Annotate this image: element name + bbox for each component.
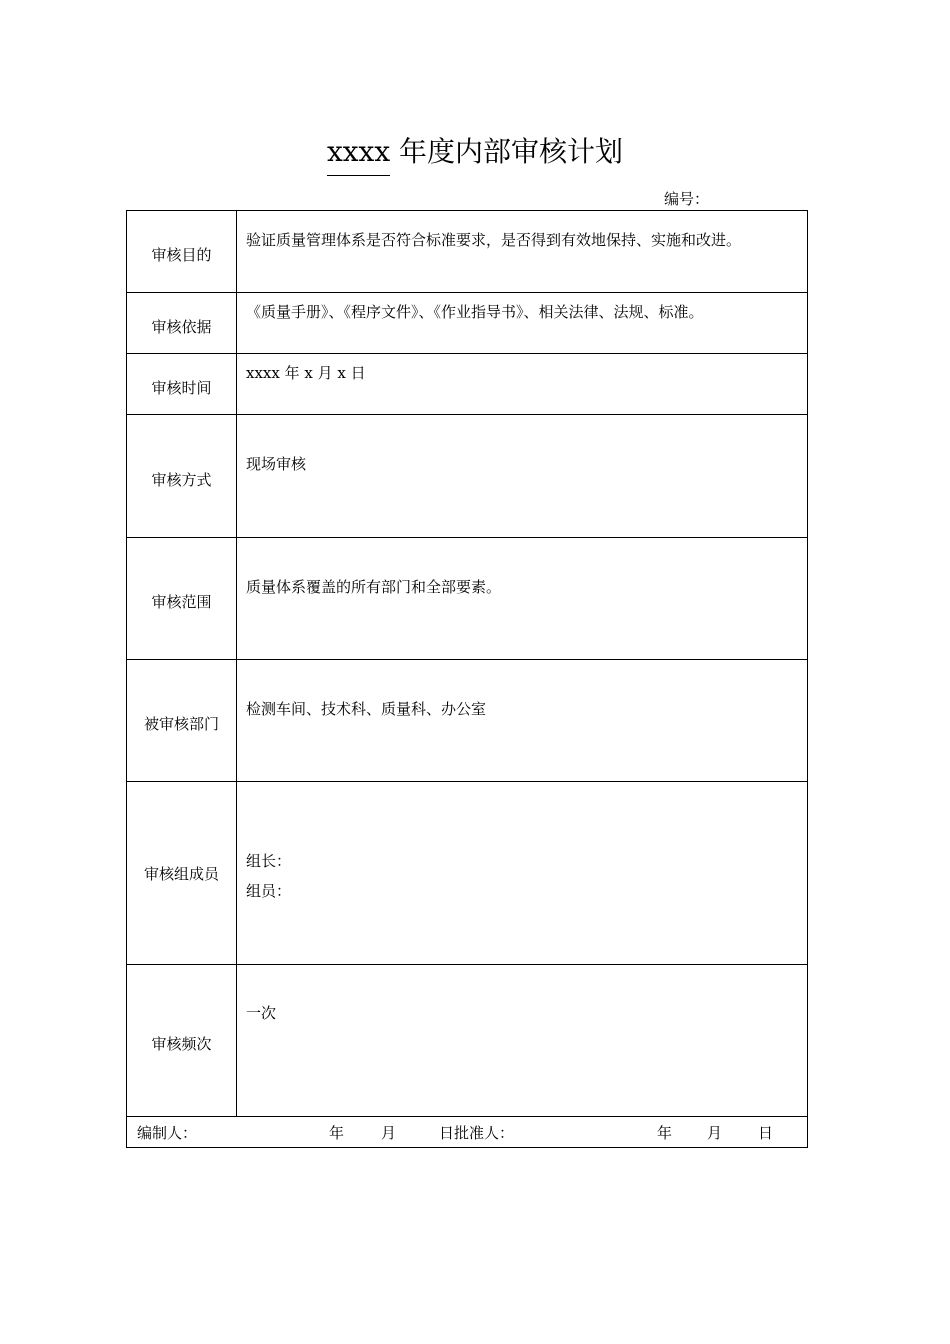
prepared-by-label: 编制人： [137, 1124, 198, 1142]
row-label: 审核范围 [127, 538, 237, 659]
day-label: 日 [758, 1124, 774, 1142]
row-value: 现场审核 [246, 455, 307, 473]
table-row [127, 538, 807, 660]
title-text: 年度内部审核计划 [399, 135, 624, 168]
doc-number-label: 编号： [664, 190, 710, 208]
row-label: 审核时间 [127, 354, 237, 414]
row-label: 被审核部门 [127, 660, 237, 781]
month-label: 月 [381, 1124, 397, 1142]
table-row [127, 211, 807, 293]
signature-footer [127, 1117, 807, 1147]
row-value: 验证质量管理体系是否符合标准要求，是否得到有效地保持、实施和改进。 [246, 231, 742, 249]
row-value: 质量体系覆盖的所有部门和全部要素。 [246, 578, 502, 596]
table-row [127, 782, 807, 965]
team-members [237, 782, 807, 964]
approved-by-label: 日批准人： [439, 1124, 515, 1142]
row-label: 审核依据 [127, 293, 237, 353]
row-value: 一次 [246, 1004, 277, 1022]
month-label: 月 [707, 1124, 723, 1142]
page-title [0, 132, 950, 172]
table-row [127, 293, 807, 354]
table-row [127, 415, 807, 538]
row-label: 审核目的 [127, 211, 237, 292]
row-label: 审核频次 [127, 965, 237, 1116]
audit-plan-table [126, 210, 808, 1148]
table-row [127, 354, 807, 415]
row-label: 审核方式 [127, 415, 237, 537]
year-label: 年 [657, 1124, 673, 1142]
team-leader-label: 组长： [246, 852, 292, 870]
team-member-label: 组员： [246, 882, 292, 900]
title-year: xxxx [327, 132, 390, 172]
row-label: 审核组成员 [127, 782, 237, 964]
row-value: 检测车间、技术科、质量科、办公室 [246, 700, 487, 718]
year-label: 年 [329, 1124, 345, 1142]
table-row [127, 965, 807, 1117]
row-value: 《质量手册》、《程序文件》、《作业指导书》、相关法律、法规、标准。 [246, 303, 704, 321]
table-row [127, 660, 807, 782]
row-value: xxxx 年 x 月 x 日 [246, 364, 366, 382]
